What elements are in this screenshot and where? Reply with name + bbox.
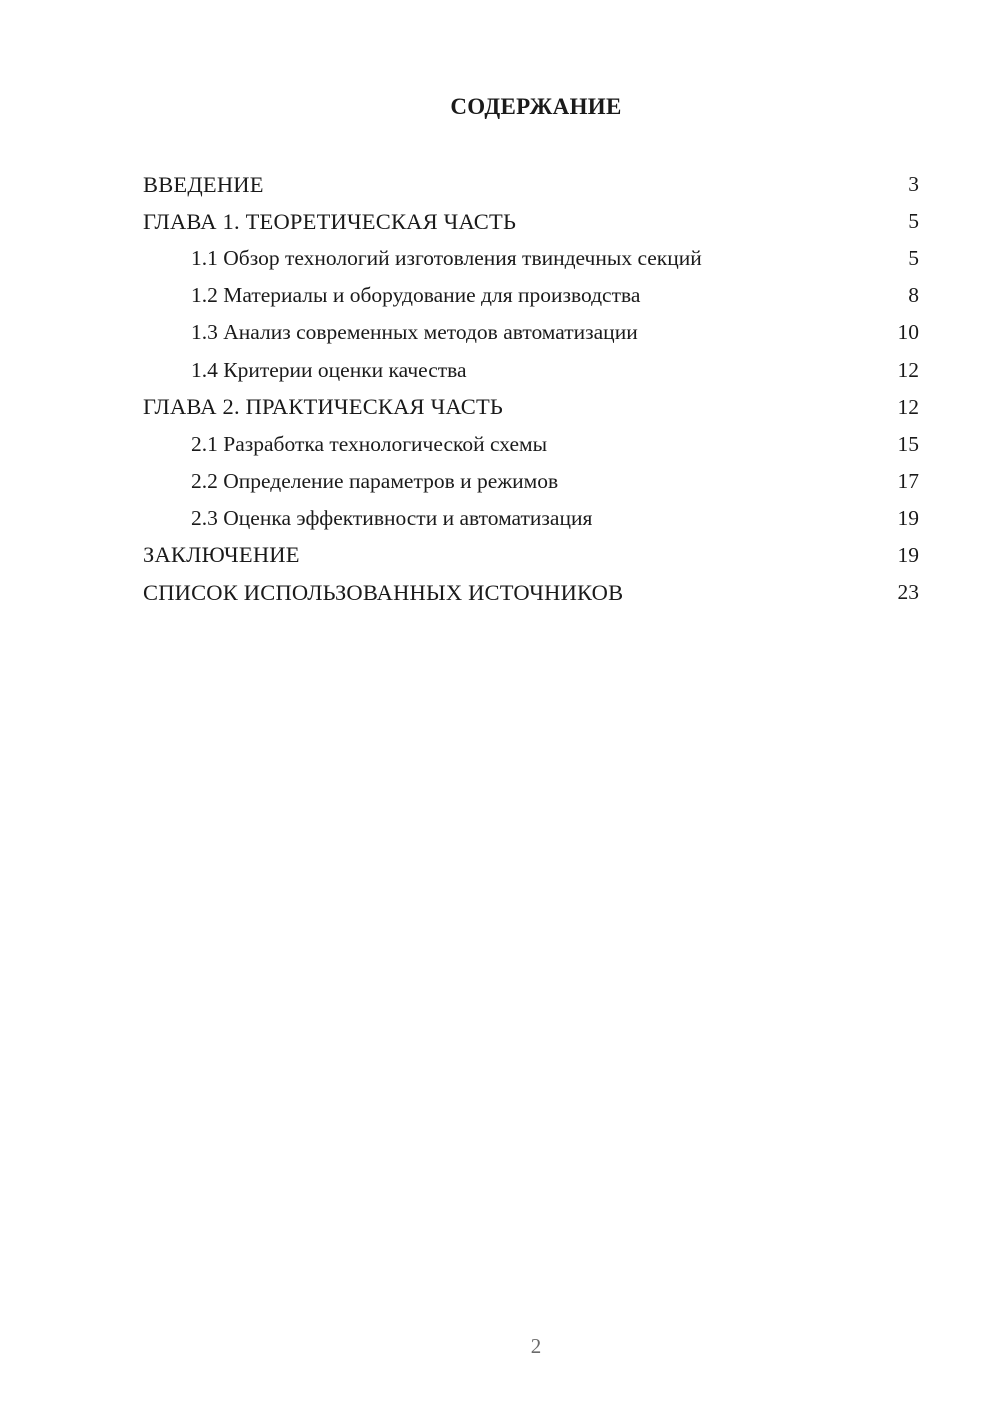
toc-entry-page: 10	[897, 320, 919, 345]
toc-entry-label: 1.4 Критерии оценки качества	[191, 357, 467, 382]
toc-entry-page: 19	[897, 505, 919, 530]
toc-entry-page: 8	[908, 283, 919, 308]
toc-entry-label: 2.3 Оценка эффективности и автоматизация	[191, 505, 593, 530]
toc-entry-page: 3	[908, 172, 919, 197]
toc-entry-label: 2.1 Разработка технологической схемы	[191, 431, 548, 456]
toc-entry-chapter-1[interactable]	[143, 203, 919, 240]
toc-entry-label: 2.2 Определение параметров и режимов	[191, 468, 559, 493]
toc-entry-label: СПИСОК ИСПОЛЬЗОВАННЫХ ИСТОЧНИКОВ	[143, 579, 624, 605]
toc-entry-page: 23	[897, 580, 919, 605]
toc-entry-section-2-2[interactable]	[143, 463, 919, 500]
toc-entry-label: ЗАКЛЮЧЕНИЕ	[143, 542, 300, 568]
toc-entry-page: 12	[897, 394, 919, 419]
toc-entry-label: 1.3 Анализ современных методов автоматизации	[191, 320, 638, 345]
page-title: СОДЕРЖАНИЕ	[450, 94, 622, 119]
toc-entry-section-1-4[interactable]	[143, 351, 919, 388]
table-of-contents	[143, 166, 919, 611]
toc-entry-references[interactable]	[143, 574, 919, 611]
toc-entry-page: 5	[908, 246, 919, 271]
toc-entry-label: ГЛАВА 1. ТЕОРЕТИЧЕСКАЯ ЧАСТЬ	[143, 208, 517, 234]
toc-entry-introduction[interactable]	[143, 166, 919, 203]
toc-entry-section-1-3[interactable]	[143, 314, 919, 351]
toc-entry-section-1-2[interactable]	[143, 277, 919, 314]
toc-entry-page: 19	[897, 542, 919, 567]
toc-entry-section-2-1[interactable]	[143, 426, 919, 463]
toc-entry-label: ВВЕДЕНИЕ	[143, 171, 264, 197]
toc-entry-page: 17	[897, 468, 919, 493]
toc-entry-page: 12	[897, 357, 919, 382]
toc-entry-label: 1.1 Обзор технологий изготовления твиндечных секций	[191, 246, 702, 271]
toc-entry-section-2-3[interactable]	[143, 500, 919, 537]
toc-entry-section-1-1[interactable]	[143, 240, 919, 277]
toc-entry-chapter-2[interactable]	[143, 389, 919, 426]
toc-entry-label: 1.2 Материалы и оборудование для производства	[191, 283, 641, 308]
toc-entry-page: 15	[897, 431, 919, 456]
page-number: 2	[530, 1334, 542, 1358]
toc-entry-conclusion[interactable]	[143, 537, 919, 574]
toc-entry-label: ГЛАВА 2. ПРАКТИЧЕСКАЯ ЧАСТЬ	[143, 394, 504, 420]
toc-entry-page: 5	[908, 209, 919, 234]
